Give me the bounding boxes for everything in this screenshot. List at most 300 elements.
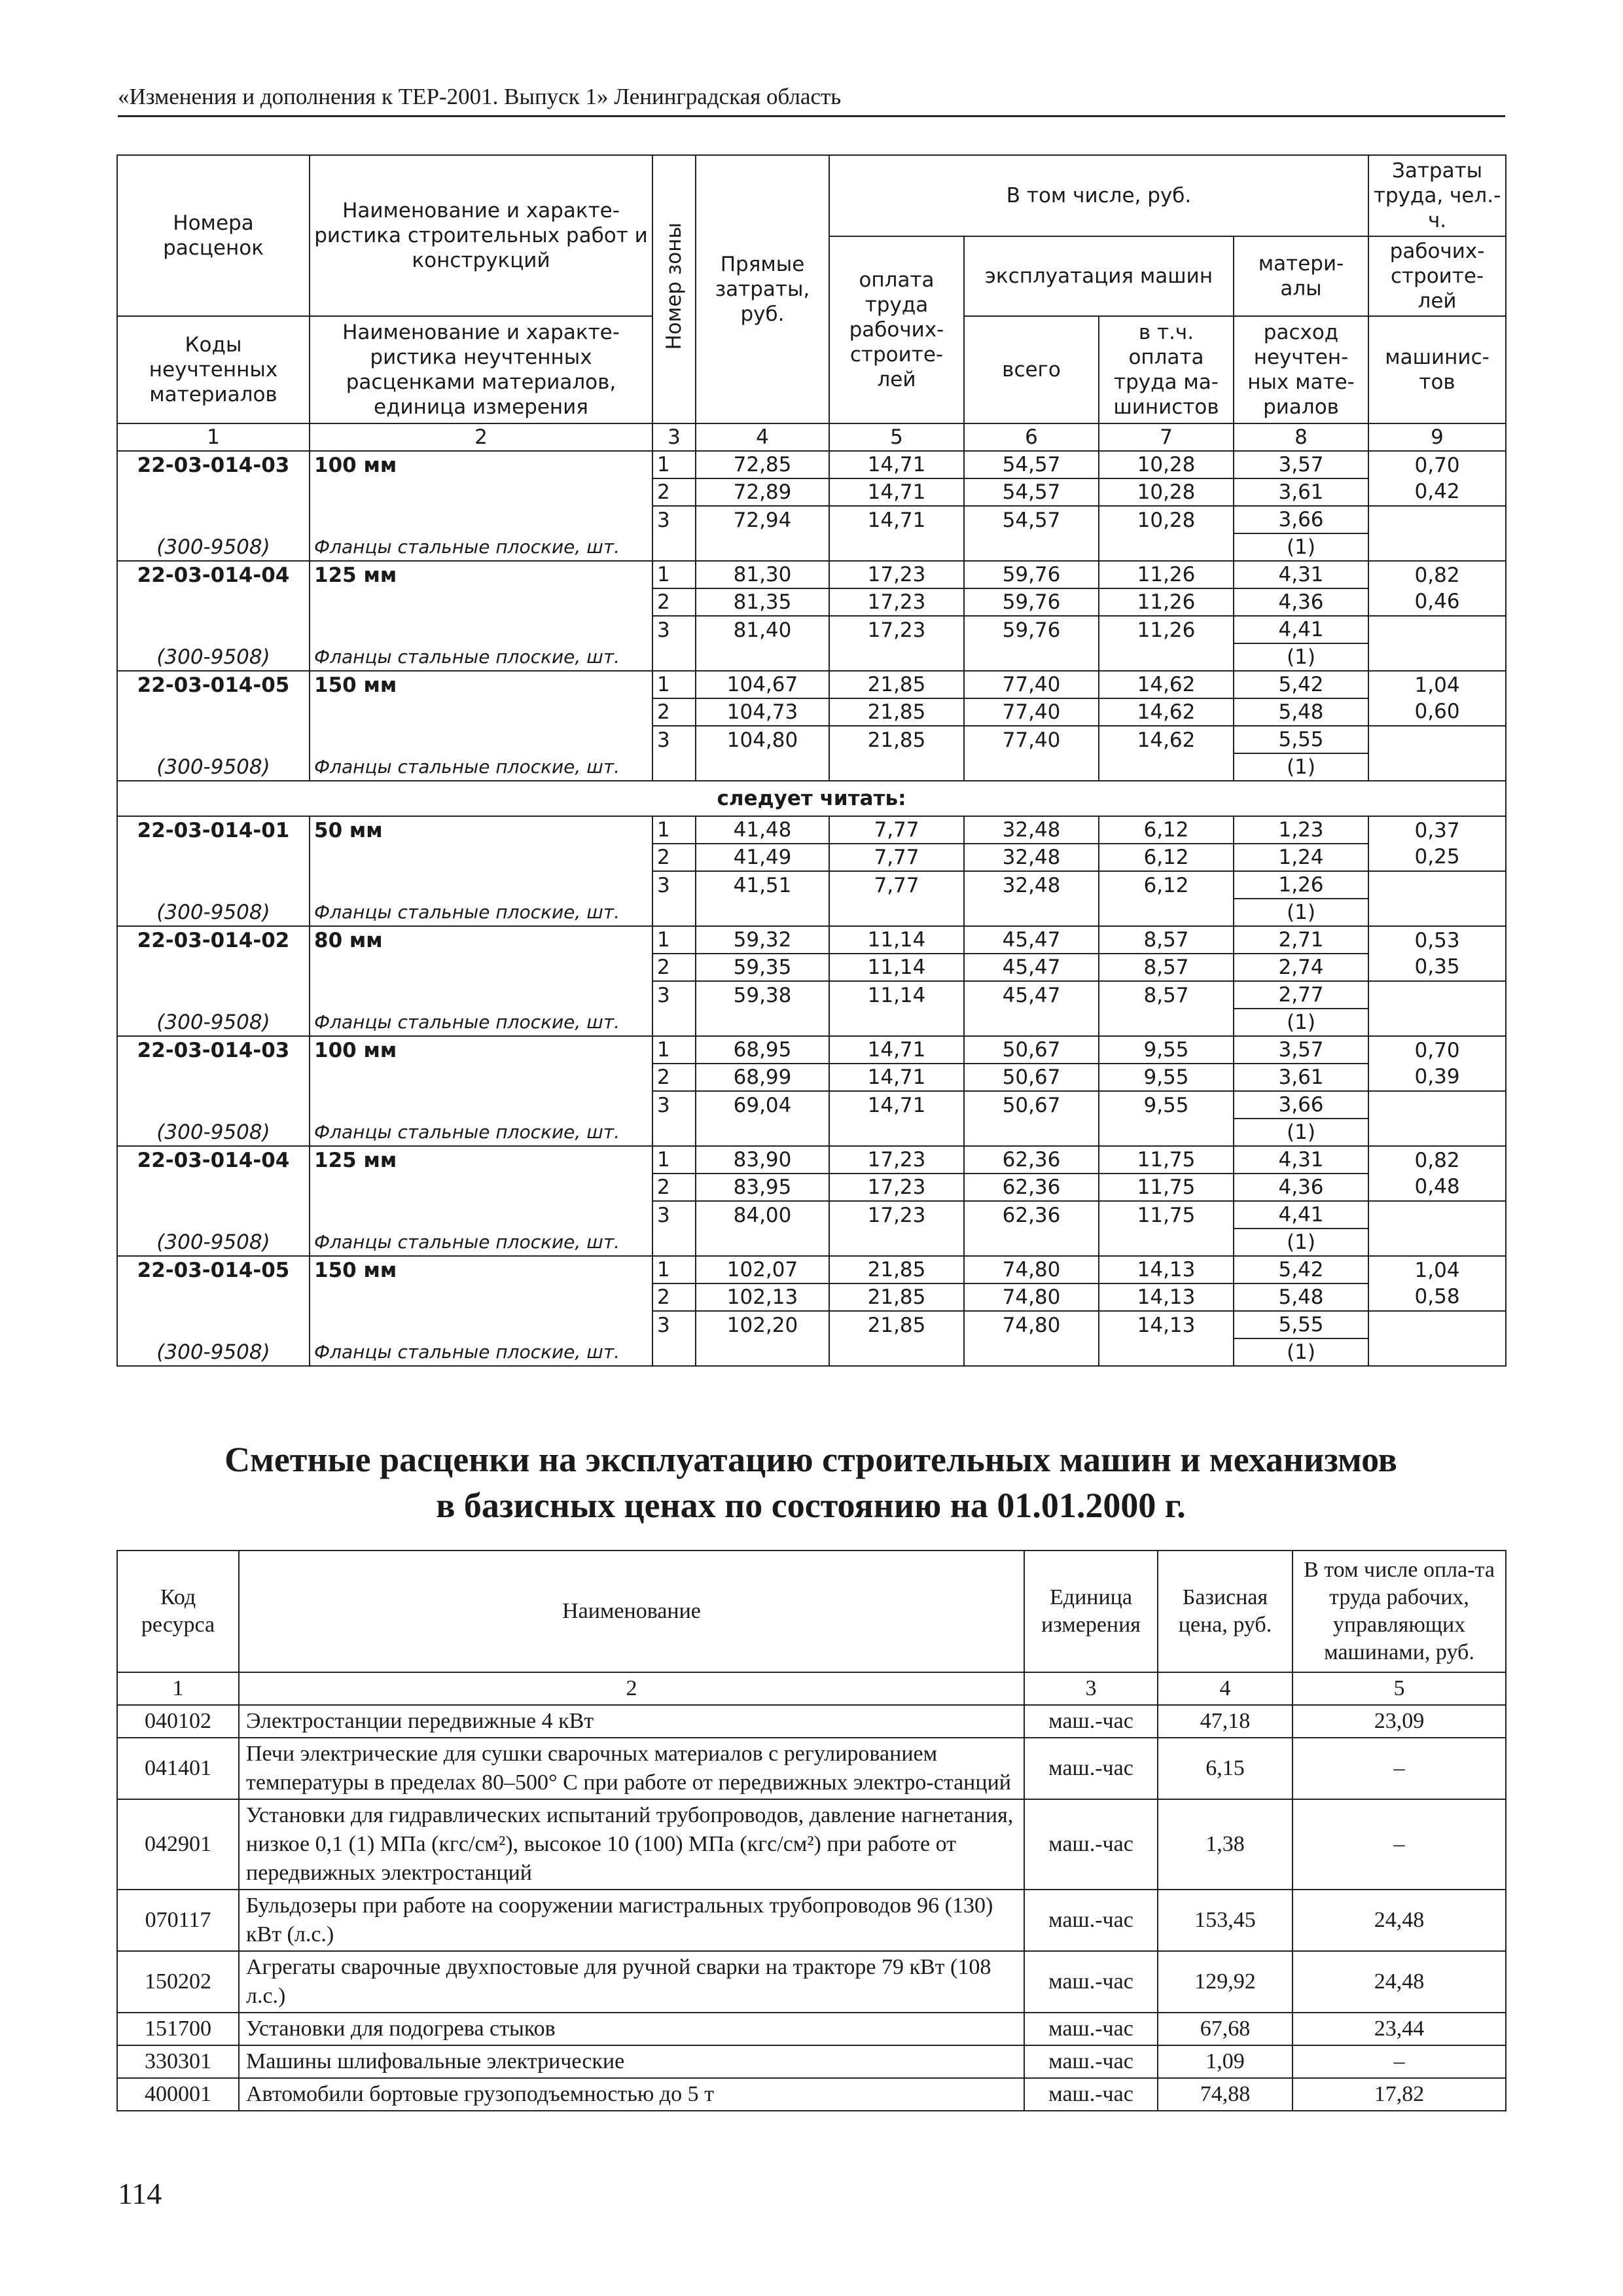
labor-empty	[1368, 616, 1506, 643]
empty-cell	[310, 616, 652, 643]
labor-workers: 0,82	[1368, 561, 1506, 588]
zone-number-empty	[652, 533, 696, 561]
direct-costs: 59,35	[696, 954, 829, 981]
rate-row	[117, 926, 1506, 954]
labor-operators: 0,48	[1368, 1174, 1506, 1201]
empty-cell	[117, 1174, 310, 1201]
labor-pay: 21,85	[829, 671, 964, 698]
material-quantity: (1)	[1234, 1229, 1368, 1256]
labor-pay: 17,23	[829, 1146, 964, 1174]
hdr-incl-operators: в т.ч. оплата труда ма-шинистов	[1099, 316, 1234, 423]
labor-pay: 17,23	[829, 1174, 964, 1201]
zone-number: 3	[652, 1201, 696, 1229]
rate-row	[117, 753, 1506, 781]
machine-total: 74,80	[964, 1311, 1099, 1338]
unit: маш.-час	[1024, 1738, 1158, 1799]
resource-code: 040102	[117, 1705, 239, 1738]
column-number: 4	[696, 423, 829, 451]
operators-pay: 23,09	[1293, 1705, 1506, 1738]
work-name: 100 мм	[310, 1036, 652, 1064]
labor-empty	[1368, 1311, 1506, 1338]
material-name: Фланцы стальные плоские, шт.	[310, 1338, 652, 1366]
zone-number: 2	[652, 698, 696, 726]
work-name: 100 мм	[310, 451, 652, 478]
direct-costs: 83,95	[696, 1174, 829, 1201]
operators-pay: –	[1293, 1738, 1506, 1799]
rate-code: 22-03-014-01	[117, 816, 310, 844]
rate-row	[117, 478, 1506, 506]
resource-name: Печи электрические для сушки сварочных материалов с регулированием температуры в пределах 80–500° С при работе от передвижных электро-станций	[239, 1738, 1024, 1799]
resource-code: 150202	[117, 1951, 239, 2013]
unit: маш.-час	[1024, 2078, 1158, 2111]
hdr-material-names: Наименование и характе-ристика неучтенных расценками материалов, единица измерения	[310, 316, 652, 423]
hdr-zone: Номер зоны	[652, 155, 696, 423]
empty-cell	[117, 726, 310, 753]
material-quantity: (1)	[1234, 899, 1368, 926]
material-code: (300-9508)	[117, 1338, 310, 1366]
labor-empty	[1368, 753, 1506, 781]
operators-pay: 23,44	[1293, 2013, 1506, 2045]
machine-prices-table	[116, 1550, 1507, 2111]
labor-pay: 14,71	[829, 451, 964, 478]
labor-pay: 14,71	[829, 506, 964, 533]
labor-operators: 0,35	[1368, 954, 1506, 981]
empty-cell	[310, 1091, 652, 1119]
section-heading-line2: в базисных ценах по состоянию на 01.01.2000 г.	[436, 1486, 1186, 1525]
labor-operators: 0,58	[1368, 1283, 1506, 1311]
machine-total: 54,57	[964, 451, 1099, 478]
zone-number-empty	[652, 753, 696, 781]
machine-total-empty	[964, 1119, 1099, 1146]
unit: маш.-час	[1024, 1705, 1158, 1738]
unit: маш.-час	[1024, 2013, 1158, 2045]
resource-name: Установки для гидравлических испытаний трубопроводов, давление нагнетания, низкое 0,1 (1) МПа (кгс/см²), высокое 10 (100) МПа (кгс/см²) при работе от передвижных электростанций	[239, 1799, 1024, 1890]
machine-operators: 6,12	[1099, 816, 1234, 844]
material-quantity: (1)	[1234, 1338, 1368, 1366]
machine-total: 74,80	[964, 1256, 1099, 1283]
materials: 3,61	[1234, 478, 1368, 506]
rate-row	[117, 871, 1506, 899]
machine-operators: 9,55	[1099, 1064, 1234, 1091]
rate-row	[117, 451, 1506, 478]
section-row	[117, 781, 1506, 816]
labor-empty	[1368, 1201, 1506, 1229]
machine-operators: 11,75	[1099, 1174, 1234, 1201]
materials: 3,57	[1234, 451, 1368, 478]
machine-total: 32,48	[964, 816, 1099, 844]
zone-number: 3	[652, 1311, 696, 1338]
material-code: (300-9508)	[117, 643, 310, 671]
materials: 5,48	[1234, 1283, 1368, 1311]
materials: 2,74	[1234, 954, 1368, 981]
zone-number: 1	[652, 1146, 696, 1174]
rate-row	[117, 616, 1506, 643]
table-row	[117, 1890, 1506, 1951]
zone-number: 2	[652, 588, 696, 616]
direct-costs: 72,94	[696, 506, 829, 533]
rate-row	[117, 671, 1506, 698]
direct-costs: 83,90	[696, 1146, 829, 1174]
machine-total: 62,36	[964, 1174, 1099, 1201]
material-quantity: (1)	[1234, 1009, 1368, 1036]
machine-total: 77,40	[964, 726, 1099, 753]
material-code: (300-9508)	[117, 1119, 310, 1146]
empty-cell	[117, 871, 310, 899]
machine-total-empty	[964, 899, 1099, 926]
rate-code: 22-03-014-04	[117, 1146, 310, 1174]
labor-pay-empty	[829, 1229, 964, 1256]
empty-cell	[310, 1311, 652, 1338]
machine-total: 54,57	[964, 478, 1099, 506]
direct-costs-empty	[696, 753, 829, 781]
machine-total: 50,67	[964, 1064, 1099, 1091]
hdr-machine-ops: эксплуатация машин	[964, 236, 1234, 316]
resource-code: 400001	[117, 2078, 239, 2111]
machine-total-empty	[964, 533, 1099, 561]
material-name: Фланцы стальные плоские, шт.	[310, 533, 652, 561]
labor-operators: 0,39	[1368, 1064, 1506, 1091]
labor-empty	[1368, 1338, 1506, 1366]
rate-row	[117, 1229, 1506, 1256]
zone-number-empty	[652, 1338, 696, 1366]
section-heading-line1: Сметные расценки на эксплуатацию строительных машин и механизмов	[224, 1440, 1397, 1479]
column-number: 9	[1368, 423, 1506, 451]
zone-number: 1	[652, 671, 696, 698]
machine-operators: 11,26	[1099, 561, 1234, 588]
zone-number: 3	[652, 616, 696, 643]
machine-total: 74,80	[964, 1283, 1099, 1311]
direct-costs: 68,95	[696, 1036, 829, 1064]
labor-workers: 0,70	[1368, 451, 1506, 478]
hdr-rate-numbers: Номера расценок	[117, 155, 310, 316]
hdr-incl: В том числе, руб.	[829, 155, 1368, 236]
rate-code: 22-03-014-05	[117, 671, 310, 698]
material-name: Фланцы стальные плоские, шт.	[310, 643, 652, 671]
rate-row	[117, 899, 1506, 926]
empty-cell	[117, 1283, 310, 1311]
machine-total: 62,36	[964, 1146, 1099, 1174]
empty-cell	[310, 478, 652, 506]
material-code: (300-9508)	[117, 533, 310, 561]
machine-operators: 11,26	[1099, 616, 1234, 643]
work-name: 150 мм	[310, 671, 652, 698]
machine-total-empty	[964, 1009, 1099, 1036]
rate-row	[117, 726, 1506, 753]
rate-row	[117, 533, 1506, 561]
resource-code: 042901	[117, 1799, 239, 1890]
machine-operators: 10,28	[1099, 506, 1234, 533]
column-number: 4	[1158, 1672, 1293, 1705]
empty-cell	[117, 478, 310, 506]
rate-row	[117, 981, 1506, 1009]
zone-number: 2	[652, 844, 696, 871]
resource-name: Бульдозеры при работе на сооружении магистральных трубопроводов 96 (130) кВт (л.с.)	[239, 1890, 1024, 1951]
hdr-material-codes: Коды неучтенных материалов	[117, 316, 310, 423]
labor-pay-empty	[829, 533, 964, 561]
zone-number: 1	[652, 451, 696, 478]
direct-costs: 104,80	[696, 726, 829, 753]
operators-pay: 24,48	[1293, 1890, 1506, 1951]
machine-total-empty	[964, 753, 1099, 781]
direct-costs: 72,85	[696, 451, 829, 478]
labor-pay: 21,85	[829, 698, 964, 726]
machine-total-empty	[964, 1338, 1099, 1366]
material-quantity: (1)	[1234, 533, 1368, 561]
machine-operators: 9,55	[1099, 1091, 1234, 1119]
materials: 5,48	[1234, 698, 1368, 726]
direct-costs: 104,73	[696, 698, 829, 726]
zone-number: 2	[652, 954, 696, 981]
column-number: 5	[1293, 1672, 1506, 1705]
direct-costs: 68,99	[696, 1064, 829, 1091]
unit: маш.-час	[1024, 1799, 1158, 1890]
empty-cell	[310, 871, 652, 899]
rate-code: 22-03-014-03	[117, 451, 310, 478]
labor-pay-empty	[829, 643, 964, 671]
materials: 4,41	[1234, 1201, 1368, 1229]
zone-number: 3	[652, 506, 696, 533]
zone-number: 1	[652, 1036, 696, 1064]
rate-row	[117, 1201, 1506, 1229]
direct-costs-empty	[696, 533, 829, 561]
rate-row	[117, 1091, 1506, 1119]
labor-pay: 7,77	[829, 871, 964, 899]
materials: 3,61	[1234, 1064, 1368, 1091]
zone-number: 1	[652, 816, 696, 844]
materials: 5,42	[1234, 1256, 1368, 1283]
zone-number: 1	[652, 926, 696, 954]
work-name: 125 мм	[310, 1146, 652, 1174]
zone-number-empty	[652, 1119, 696, 1146]
machine-operators: 6,12	[1099, 844, 1234, 871]
section-heading	[116, 1437, 1505, 1528]
materials: 5,42	[1234, 671, 1368, 698]
section-label: следует читать:	[117, 781, 1506, 816]
direct-costs: 41,51	[696, 871, 829, 899]
empty-cell	[117, 588, 310, 616]
machine-total-empty	[964, 1229, 1099, 1256]
materials: 4,36	[1234, 1174, 1368, 1201]
empty-cell	[310, 698, 652, 726]
zone-number: 1	[652, 1256, 696, 1283]
rate-row	[117, 1256, 1506, 1283]
machine-operators-empty	[1099, 1119, 1234, 1146]
rate-code: 22-03-014-04	[117, 561, 310, 588]
direct-costs: 59,38	[696, 981, 829, 1009]
labor-pay-empty	[829, 1338, 964, 1366]
machine-total: 59,76	[964, 561, 1099, 588]
machine-total: 59,76	[964, 588, 1099, 616]
hdr-workers: рабочих-строите-лей	[1368, 236, 1506, 316]
empty-cell	[310, 1064, 652, 1091]
labor-workers: 1,04	[1368, 1256, 1506, 1283]
rate-row	[117, 1311, 1506, 1338]
empty-cell	[310, 1201, 652, 1229]
machine-operators: 14,13	[1099, 1256, 1234, 1283]
empty-cell	[117, 844, 310, 871]
zone-number: 3	[652, 871, 696, 899]
labor-pay: 11,14	[829, 954, 964, 981]
rate-row	[117, 1174, 1506, 1201]
empty-cell	[117, 698, 310, 726]
resource-name: Установки для подогрева стыков	[239, 2013, 1024, 2045]
material-name: Фланцы стальные плоские, шт.	[310, 1009, 652, 1036]
base-price: 1,38	[1158, 1799, 1293, 1890]
machine-operators: 11,75	[1099, 1201, 1234, 1229]
table-row	[117, 1951, 1506, 2013]
machine-operators: 11,26	[1099, 588, 1234, 616]
machine-total: 59,76	[964, 616, 1099, 643]
rates-table	[116, 154, 1507, 1367]
machine-operators: 8,57	[1099, 981, 1234, 1009]
labor-pay: 17,23	[829, 616, 964, 643]
materials: 2,77	[1234, 981, 1368, 1009]
labor-empty	[1368, 1119, 1506, 1146]
column-number: 6	[964, 423, 1099, 451]
zone-number-empty	[652, 899, 696, 926]
labor-operators: 0,25	[1368, 844, 1506, 871]
direct-costs: 104,67	[696, 671, 829, 698]
column-numbers-row	[117, 1672, 1506, 1705]
empty-cell	[310, 981, 652, 1009]
labor-pay: 21,85	[829, 1311, 964, 1338]
machine-operators-empty	[1099, 753, 1234, 781]
materials: 1,23	[1234, 816, 1368, 844]
materials: 4,31	[1234, 561, 1368, 588]
zone-number: 1	[652, 561, 696, 588]
labor-pay: 17,23	[829, 1201, 964, 1229]
machine-total: 77,40	[964, 671, 1099, 698]
empty-cell	[310, 1283, 652, 1311]
hdr-unit: Единица измерения	[1024, 1551, 1158, 1672]
labor-pay-empty	[829, 899, 964, 926]
material-code: (300-9508)	[117, 753, 310, 781]
labor-workers: 1,04	[1368, 671, 1506, 698]
rate-row	[117, 816, 1506, 844]
column-number: 3	[652, 423, 696, 451]
direct-costs-empty	[696, 1338, 829, 1366]
material-name: Фланцы стальные плоские, шт.	[310, 753, 652, 781]
column-number: 2	[239, 1672, 1024, 1705]
unit: маш.-час	[1024, 1890, 1158, 1951]
base-price: 153,45	[1158, 1890, 1293, 1951]
rate-row	[117, 1119, 1506, 1146]
material-code: (300-9508)	[117, 1229, 310, 1256]
column-number: 3	[1024, 1672, 1158, 1705]
rate-code: 22-03-014-05	[117, 1256, 310, 1283]
operators-pay: 24,48	[1293, 1951, 1506, 2013]
machine-operators: 8,57	[1099, 926, 1234, 954]
empty-cell	[117, 981, 310, 1009]
machine-operators: 14,13	[1099, 1311, 1234, 1338]
rate-row	[117, 506, 1506, 533]
hdr-direct-costs: Прямые затраты, руб.	[696, 155, 829, 423]
resource-code: 330301	[117, 2045, 239, 2078]
zone-number: 2	[652, 1283, 696, 1311]
empty-cell	[117, 506, 310, 533]
operators-pay: 17,82	[1293, 2078, 1506, 2111]
zone-number: 3	[652, 981, 696, 1009]
work-name: 125 мм	[310, 561, 652, 588]
machine-operators-empty	[1099, 1009, 1234, 1036]
labor-pay-empty	[829, 753, 964, 781]
direct-costs: 102,13	[696, 1283, 829, 1311]
resource-name: Электростанции передвижные 4 кВт	[239, 1705, 1024, 1738]
base-price: 1,09	[1158, 2045, 1293, 2078]
machine-total: 54,57	[964, 506, 1099, 533]
hdr-labor-pay: оплата труда рабочих-строите-лей	[829, 236, 964, 423]
machine-total: 32,48	[964, 871, 1099, 899]
column-numbers-row	[117, 423, 1506, 451]
rate-row	[117, 844, 1506, 871]
empty-cell	[117, 954, 310, 981]
machine-operators: 14,62	[1099, 698, 1234, 726]
empty-cell	[117, 1201, 310, 1229]
labor-empty	[1368, 506, 1506, 533]
machine-total: 45,47	[964, 981, 1099, 1009]
machine-total: 50,67	[964, 1036, 1099, 1064]
hdr-work-name: Наименование и характе-ристика строительных работ и конструкций	[310, 155, 652, 316]
materials: 1,26	[1234, 871, 1368, 899]
machine-total: 45,47	[964, 926, 1099, 954]
labor-operators: 0,42	[1368, 478, 1506, 506]
resource-name: Автомобили бортовые грузоподъемностью до 5 т	[239, 2078, 1024, 2111]
zone-number: 3	[652, 1091, 696, 1119]
material-quantity: (1)	[1234, 643, 1368, 671]
labor-empty	[1368, 1009, 1506, 1036]
rate-row	[117, 1036, 1506, 1064]
labor-pay: 17,23	[829, 588, 964, 616]
table-row	[117, 1738, 1506, 1799]
base-price: 67,68	[1158, 2013, 1293, 2045]
running-header: «Изменения и дополнения к ТЕР-2001. Выпуск 1» Ленинградская область	[118, 84, 1505, 117]
direct-costs: 59,32	[696, 926, 829, 954]
empty-cell	[117, 1311, 310, 1338]
machine-total: 32,48	[964, 844, 1099, 871]
labor-pay: 7,77	[829, 844, 964, 871]
material-code: (300-9508)	[117, 899, 310, 926]
labor-pay: 21,85	[829, 1283, 964, 1311]
materials: 4,36	[1234, 588, 1368, 616]
table-row	[117, 2078, 1506, 2111]
direct-costs-empty	[696, 1009, 829, 1036]
rate-row	[117, 1283, 1506, 1311]
zone-number-empty	[652, 1009, 696, 1036]
work-name: 50 мм	[310, 816, 652, 844]
operators-pay: –	[1293, 2045, 1506, 2078]
page-number: 114	[118, 2177, 162, 2210]
direct-costs-empty	[696, 643, 829, 671]
labor-empty	[1368, 533, 1506, 561]
base-price: 47,18	[1158, 1705, 1293, 1738]
column-number: 7	[1099, 423, 1234, 451]
rate-row	[117, 954, 1506, 981]
column-number: 5	[829, 423, 964, 451]
labor-pay: 21,85	[829, 726, 964, 753]
work-name: 80 мм	[310, 926, 652, 954]
hdr-materials: матери-алы	[1234, 236, 1368, 316]
machine-operators-empty	[1099, 1229, 1234, 1256]
labor-pay: 11,14	[829, 926, 964, 954]
hdr-incl-operators-pay: В том числе опла-та труда рабочих, управляющих машинами, руб.	[1293, 1551, 1506, 1672]
machine-operators: 14,13	[1099, 1283, 1234, 1311]
labor-empty	[1368, 1229, 1506, 1256]
labor-pay: 7,77	[829, 816, 964, 844]
zone-number-empty	[652, 643, 696, 671]
labor-pay: 11,14	[829, 981, 964, 1009]
hdr-operators: машинис-тов	[1368, 316, 1506, 423]
rate-row	[117, 1338, 1506, 1366]
